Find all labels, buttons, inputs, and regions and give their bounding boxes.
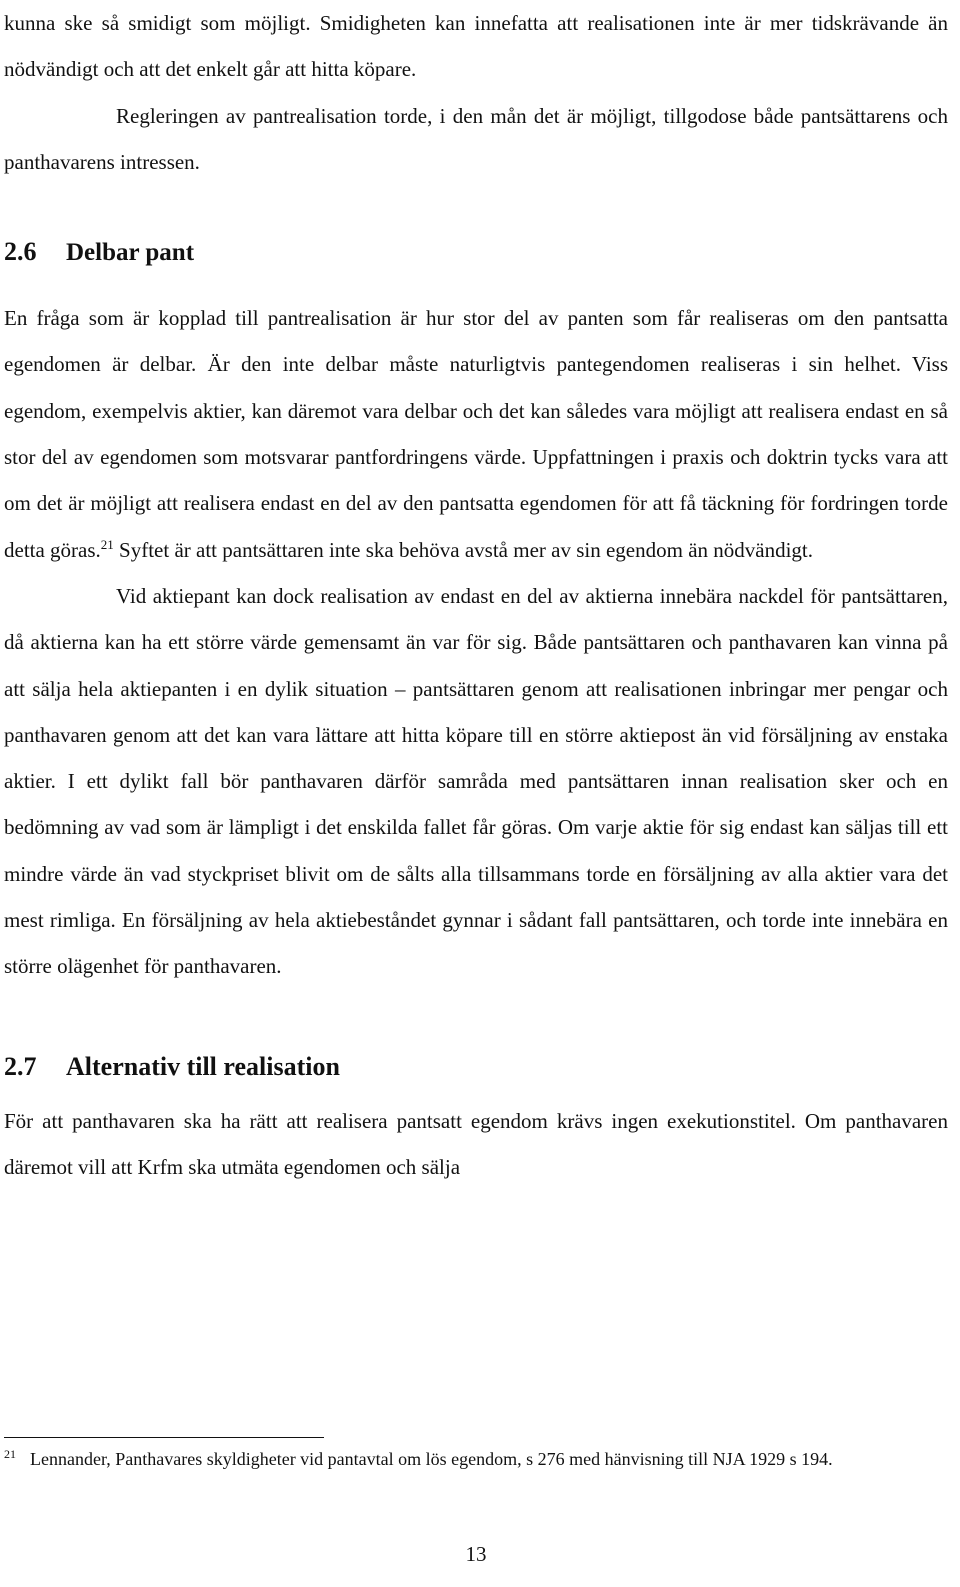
paragraph-regleringen: Regleringen av pantrealisation torde, i den mån det är möjligt, tillgodose både pantsättarens och panthavarens intressen. <box>4 103 948 174</box>
paragraph-delbar-pant <box>4 295 948 573</box>
section-number: 2.7 <box>4 1051 37 1081</box>
page-number: 13 <box>465 1542 487 1566</box>
paragraph-alternativ: För att panthavaren ska ha rätt att realisera pantsatt egendom krävs ingen exekutionstitel. Om panthavaren däremot vill att Krfm ska utmäta egendomen och sälja <box>4 1108 948 1179</box>
section-heading-2-7 <box>4 1052 948 1082</box>
footnote-reference[interactable]: 21 <box>100 536 114 552</box>
document-page <box>4 0 948 1190</box>
footnote-separator <box>4 1437 324 1438</box>
section-title: Alternativ till realisation <box>66 1051 340 1081</box>
section-number: 2.6 <box>4 237 37 267</box>
section-title: Delbar pant <box>66 239 195 267</box>
paragraph-text: Syftet är att pantsättaren inte ska behöva avstå mer av sin egendom än nödvändigt. <box>113 537 814 562</box>
footnote-text: Lennander, Panthavares skyldigheter vid pantavtal om lös egendom, s 276 med hänvisning till NJA 1929 s 194. <box>30 1449 833 1469</box>
footnote-number: 21 <box>4 1447 16 1461</box>
paragraph-intro: kunna ske så smidigt som möjligt. Smidigheten kan innefatta att realisationen inte är mer tidskrävande än nödvändigt och att det enkelt går att hitta köpare. <box>4 11 948 82</box>
section-heading-2-6 <box>4 237 948 267</box>
footnote <box>4 1446 948 1472</box>
paragraph-text: En fråga som är kopplad till pantrealisation är hur stor del av panten som får realiseras om den pantsatta egendomen är delbar. Är den inte delbar måste naturligtvis pantegendomen realiseras i sin helhet. Viss egendom, exempelvis aktier, kan däremot vara delbar och det kan således vara möjligt att realisera endast en så stor del av egendomen som motsvarar pantfordringens värde. Uppfattningen i praxis och doktrin tycks vara att om det är möjligt att realisera endast en del av den pantsatta egendomen för att få täckning för fordringen torde detta göras. <box>4 306 948 562</box>
paragraph-aktiepant: Vid aktiepant kan dock realisation av endast en del av aktierna innebära nackdel för pantsättaren, då aktierna kan ha ett större värde gemensamt än var för sig. Både pantsättaren och panthavaren kan vinna på att sälja hela aktiepanten i en dylik situation – pantsättaren genom att realisationen inbringar mer pengar och panthavaren genom att det kan vara lättare att hitta köpare till en större aktiepost än vid försäljning av enstaka aktier. I ett dylikt fall bör panthavaren därför samråda med pantsättaren innan realisation sker och en bedömning av vad som är lämpligt i det enskilda fallet får göras. Om varje aktie för sig endast kan säljas till ett mindre värde än vad styckpriset blivit om de sålts alla tillsammans torde en försäljning av alla aktier vara det mest rimliga. En försäljning av hela aktiebeståndet gynnar i sådant fall pantsättaren, och torde inte innebära en större olägenhet för panthavaren. <box>4 583 948 979</box>
